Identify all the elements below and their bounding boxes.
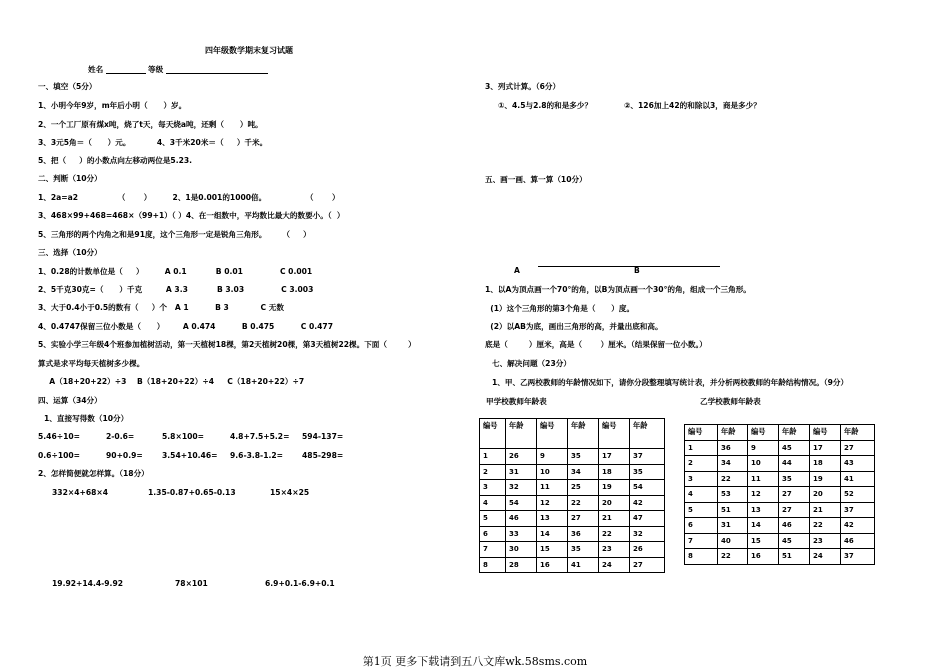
table-cell: 22	[718, 471, 748, 487]
table-cell: 35	[630, 464, 665, 480]
table-cell: 45	[779, 440, 810, 456]
s1-question: 5、把（ ）的小数点向左移动两位是5.23.	[38, 156, 193, 165]
table-cell: 37	[841, 502, 875, 518]
table-cell: 36	[718, 440, 748, 456]
table-cell: 11	[537, 480, 568, 496]
table-cell: 27	[779, 502, 810, 518]
point-a-label: A	[514, 266, 520, 275]
calc-item: 0.6÷100=	[38, 451, 81, 460]
table-cell: 13	[537, 511, 568, 527]
s2-question: 3、468×99+468=468×（99+1）（ ）4、在一组数中，平均数比最大的数要小。（ ）	[38, 211, 345, 220]
table-cell: 17	[599, 449, 630, 465]
table-cell: 20	[810, 487, 841, 503]
table-cell: 3	[685, 471, 718, 487]
table-cell: 15	[537, 542, 568, 558]
table-cell: 19	[810, 471, 841, 487]
table-cell: 23	[599, 542, 630, 558]
simplify-item: 1.35-0.87+0.65-0.13	[148, 488, 236, 497]
table-header-cell: 年龄	[506, 419, 537, 449]
s3-question: 2、5千克30克=（ ）千克 A 3.3 B 3.03 C 3.003	[38, 285, 314, 294]
table-b-caption: 乙学校教师年龄表	[700, 397, 761, 406]
section-1-heading: 一、填空（5分）	[38, 82, 97, 91]
section-3-heading: 三、选择（10分）	[38, 248, 102, 257]
table-row	[480, 526, 665, 542]
table-header-cell: 年龄	[568, 419, 599, 449]
table-row	[480, 449, 665, 465]
s3-question: 5、实验小学三年级4个班参加植树活动，第一天植树18棵，第2天植树20棵，第3天植树22棵。下面（ ）	[38, 340, 416, 349]
table-cell: 14	[537, 526, 568, 542]
table-cell: 17	[810, 440, 841, 456]
calc-item: 2-0.6=	[106, 432, 135, 441]
simplify-item: 332×4+68×4	[52, 488, 109, 497]
table-cell: 34	[718, 456, 748, 472]
calc-item: 594-137=	[302, 432, 344, 441]
table-cell: 23	[810, 533, 841, 549]
table-cell: 12	[537, 495, 568, 511]
section-7-heading: 七、解决问题（23分）	[492, 359, 571, 368]
table-cell: 54	[630, 480, 665, 496]
grade-label: 等级	[148, 65, 164, 74]
table-cell: 12	[748, 487, 779, 503]
table-cell: 27	[841, 440, 875, 456]
table-row	[685, 533, 875, 549]
simplify-item: 78×101	[175, 579, 208, 588]
s3r-question: ①、4.5与2.8的和是多少？	[498, 101, 593, 110]
s1-question: 1、小明今年9岁，m年后小明（ ）岁。	[38, 101, 187, 110]
table-cell: 16	[748, 549, 779, 565]
table-cell: 8	[480, 557, 506, 573]
table-cell: 22	[599, 526, 630, 542]
table-cell: 47	[630, 511, 665, 527]
s1-question: 2、一个工厂原有煤x吨，烧了t天，每天烧a吨，还剩（ ）吨。	[38, 120, 263, 129]
table-cell: 26	[506, 449, 537, 465]
s4-sub2-heading: 2、怎样简便就怎样算。（18分）	[38, 469, 149, 478]
page-title: 四年级数学期末复习试题	[205, 46, 293, 55]
table-cell: 27	[630, 557, 665, 573]
s5-question: (2）以AB为底，画出三角形的高，并量出底和高。	[485, 322, 663, 331]
table-header-row	[480, 419, 665, 449]
table-cell: 18	[599, 464, 630, 480]
table-cell: 54	[506, 495, 537, 511]
table-cell: 45	[779, 533, 810, 549]
s3r-question: ②、126加上42的和除以3，商是多少？	[624, 101, 761, 110]
table-cell: 6	[685, 518, 718, 534]
s3r-heading: 3、列式计算。（6分）	[485, 82, 561, 91]
table-cell: 1	[480, 449, 506, 465]
line-segment-ab	[538, 266, 720, 267]
table-row	[685, 440, 875, 456]
section-4-heading: 四、运算（34分）	[38, 396, 102, 405]
table-row	[480, 542, 665, 558]
table-a-caption: 甲学校教师年龄表	[486, 397, 547, 406]
page-footer: 第1页 更多下载请到五八文库wk.58sms.com	[362, 655, 588, 668]
table-cell: 7	[685, 533, 718, 549]
table-header-cell: 编号	[480, 419, 506, 449]
table-cell: 53	[718, 487, 748, 503]
s3-question: 4、0.4747保留三位小数是（ ） A 0.474 B 0.475 C 0.477	[38, 322, 333, 331]
table-cell: 15	[748, 533, 779, 549]
table-row	[480, 511, 665, 527]
s4-sub1-heading: 1、直接写得数（10分）	[44, 414, 129, 423]
table-cell: 24	[599, 557, 630, 573]
table-cell: 22	[568, 495, 599, 511]
s3-question: 1、0.28的计数单位是（ ） A 0.1 B 0.01 C 0.001	[38, 267, 313, 276]
table-row	[685, 502, 875, 518]
table-row	[685, 456, 875, 472]
table-cell: 4	[480, 495, 506, 511]
table-cell: 28	[506, 557, 537, 573]
table-row	[685, 471, 875, 487]
section-5-heading: 五、画一画、算一算（10分）	[485, 175, 587, 184]
calc-item: 5.8×100=	[162, 432, 205, 441]
table-cell: 26	[630, 542, 665, 558]
table-cell: 2	[685, 456, 718, 472]
table-row	[685, 487, 875, 503]
table-cell: 44	[779, 456, 810, 472]
table-cell: 51	[718, 502, 748, 518]
table-cell: 22	[810, 518, 841, 534]
table-cell: 46	[506, 511, 537, 527]
s2-question: 1、2a=a2 （ ） 2、1是0.001的1000倍。 （ ）	[38, 193, 340, 202]
table-cell: 33	[506, 526, 537, 542]
table-cell: 32	[630, 526, 665, 542]
table-cell: 1	[685, 440, 718, 456]
table-row	[480, 557, 665, 573]
name-blank	[106, 73, 146, 74]
table-cell: 52	[841, 487, 875, 503]
table-cell: 41	[841, 471, 875, 487]
s5-question: 1、以A为顶点画一个70°的角，以B为顶点画一个30°的角，组成一个三角形。	[485, 285, 751, 294]
s5-question: (1）这个三角形的第3个角是（ ）度。	[485, 304, 635, 313]
table-cell: 27	[568, 511, 599, 527]
table-row	[480, 464, 665, 480]
table-cell: 5	[480, 511, 506, 527]
table-a	[479, 418, 665, 573]
name-label: 姓名	[88, 65, 104, 74]
table-cell: 36	[568, 526, 599, 542]
table-cell: 37	[630, 449, 665, 465]
table-header-cell: 编号	[537, 419, 568, 449]
table-cell: 31	[506, 464, 537, 480]
table-cell: 25	[568, 480, 599, 496]
table-cell: 27	[779, 487, 810, 503]
table-cell: 37	[841, 549, 875, 565]
table-cell: 51	[779, 549, 810, 565]
table-row	[480, 480, 665, 496]
calc-item: 90+0.9=	[106, 451, 143, 460]
table-cell: 11	[748, 471, 779, 487]
table-cell: 21	[810, 502, 841, 518]
table-cell: 42	[841, 518, 875, 534]
simplify-item: 15×4×25	[270, 488, 310, 497]
s5-question: 底是（ ）厘米，高是（ ）厘米。（结果保留一位小数。）	[485, 340, 707, 349]
table-cell: 22	[718, 549, 748, 565]
table-cell: 13	[748, 502, 779, 518]
point-b-label: B	[634, 266, 640, 275]
simplify-item: 6.9+0.1-6.9+0.1	[265, 579, 335, 588]
s3-question-continued: 算式是求平均每天植树多少棵。	[38, 359, 145, 368]
s7-question: 1、甲、乙两校教师的年龄情况如下，请你分段整理填写统计表，并分析两校教师的年龄结构情况。（9分）	[492, 378, 849, 387]
table-header-row	[685, 425, 875, 441]
table-cell: 43	[841, 456, 875, 472]
table-cell: 4	[685, 487, 718, 503]
calc-item: 485-298=	[302, 451, 344, 460]
table-header-cell: 年龄	[718, 425, 748, 441]
s3-options: A（18+20+22）÷3 B（18+20+22）÷4 C（18+20+22）÷7	[44, 377, 305, 386]
table-cell: 2	[480, 464, 506, 480]
table-cell: 7	[480, 542, 506, 558]
table-cell: 31	[718, 518, 748, 534]
section-2-heading: 二、判断（10分）	[38, 174, 102, 183]
table-row	[685, 549, 875, 565]
s1-question: 3、3元5角＝（ ）元。 4、3千米20米＝（ ）千米。	[38, 138, 268, 147]
table-header-cell: 年龄	[630, 419, 665, 449]
table-cell: 19	[599, 480, 630, 496]
table-cell: 9	[537, 449, 568, 465]
table-cell: 6	[480, 526, 506, 542]
table-cell: 24	[810, 549, 841, 565]
table-cell: 16	[537, 557, 568, 573]
calc-item: 9.6-3.8-1.2=	[230, 451, 284, 460]
table-cell: 40	[718, 533, 748, 549]
table-cell: 35	[568, 542, 599, 558]
table-cell: 5	[685, 502, 718, 518]
table-cell: 41	[568, 557, 599, 573]
simplify-item: 19.92+14.4-9.92	[52, 579, 124, 588]
table-header-cell: 编号	[810, 425, 841, 441]
table-b	[684, 424, 875, 565]
table-cell: 34	[568, 464, 599, 480]
calc-item: 4.8+7.5+5.2=	[230, 432, 290, 441]
table-cell: 8	[685, 549, 718, 565]
table-cell: 20	[599, 495, 630, 511]
table-cell: 35	[568, 449, 599, 465]
table-header-cell: 编号	[748, 425, 779, 441]
table-cell: 9	[748, 440, 779, 456]
table-row	[685, 518, 875, 534]
table-cell: 42	[630, 495, 665, 511]
table-cell: 3	[480, 480, 506, 496]
table-cell: 32	[506, 480, 537, 496]
grade-blank	[166, 73, 268, 74]
table-cell: 46	[841, 533, 875, 549]
table-cell: 21	[599, 511, 630, 527]
table-header-cell: 年龄	[779, 425, 810, 441]
s3-question: 3、大于0.4小于0.5的数有（ ）个 A 1 B 3 C 无数	[38, 303, 284, 312]
table-cell: 35	[779, 471, 810, 487]
table-cell: 30	[506, 542, 537, 558]
table-cell: 10	[537, 464, 568, 480]
table-row	[480, 495, 665, 511]
table-cell: 10	[748, 456, 779, 472]
table-header-cell: 编号	[599, 419, 630, 449]
table-cell: 14	[748, 518, 779, 534]
calc-item: 3.54+10.46=	[162, 451, 218, 460]
table-header-cell: 年龄	[841, 425, 875, 441]
table-header-cell: 编号	[685, 425, 718, 441]
calc-item: 5.46÷10=	[38, 432, 81, 441]
s2-question: 5、三角形的两个内角之和是91度，这个三角形一定是锐角三角形。 （ ）	[38, 230, 311, 239]
table-cell: 46	[779, 518, 810, 534]
table-cell: 18	[810, 456, 841, 472]
